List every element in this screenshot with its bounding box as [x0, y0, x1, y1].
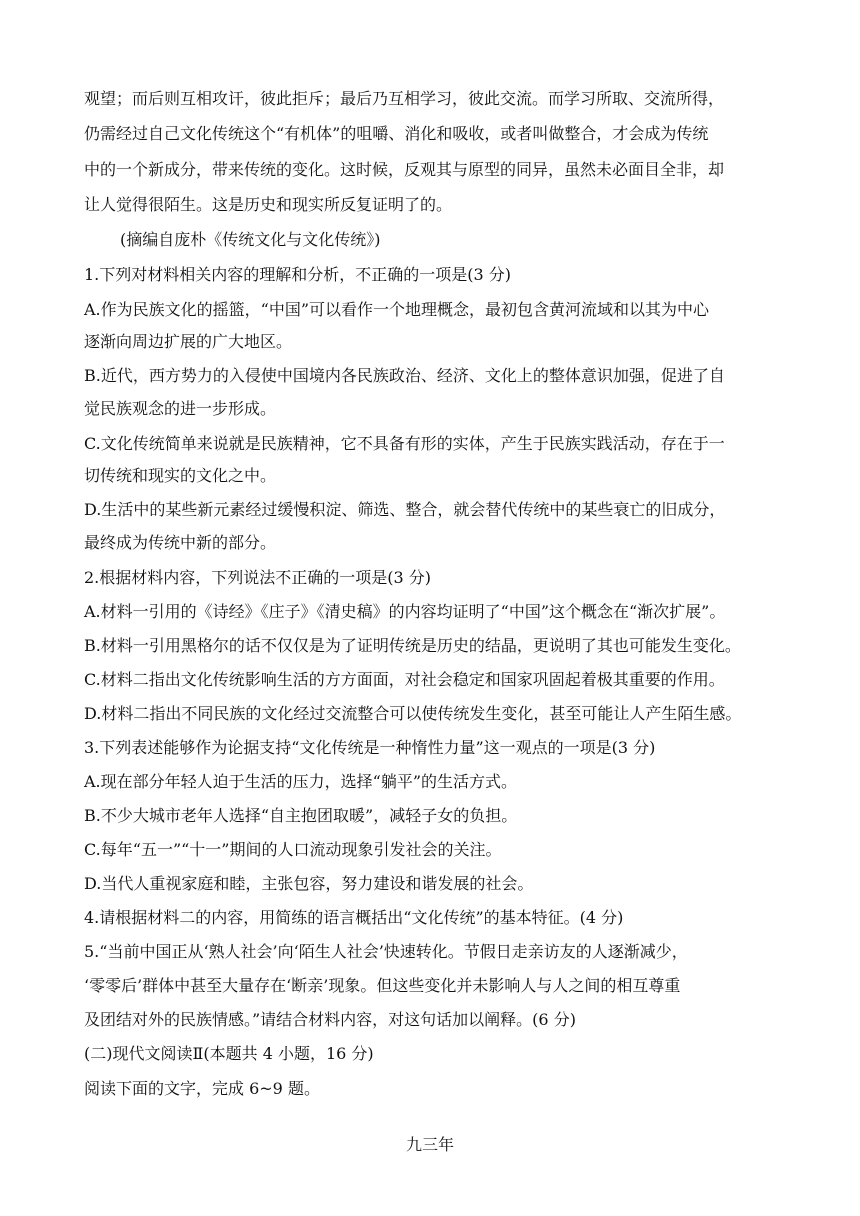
passage-line-3: 中的一个新成分，带来传统的变化。这时候，反观其与原型的同异，虽然未必面目全非，却	[84, 160, 725, 179]
question-4: 4.请根据材料二的内容，用简练的语言概括出“文化传统”的基本特征。(4 分)	[84, 908, 624, 927]
question-1-option-a: A.作为民族文化的摇篮，“中国”可以看作一个地理概念，最初包含黄河流域和以其为中心	[84, 300, 710, 319]
question-1-stem: 1.下列对材料相关内容的理解和分析，不正确的一项是(3 分)	[84, 265, 512, 284]
question-5-line-2: ‘零零后’群体中甚至大量存在‘断亲’现象。但这些变化并未影响人与人之间的相互尊重	[84, 976, 681, 995]
question-5-line-3: 及团结对外的民族情感。”请结合材料内容，对这句话加以阐释。(6 分)	[84, 1010, 576, 1029]
question-3-stem: 3.下列表述能够作为论据支持“文化传统是一种惰性力量”这一观点的一项是(3 分)	[84, 738, 656, 757]
question-1-option-c-cont: 切传统和现实的文化之中。	[84, 466, 277, 485]
passage-line-4: 让人觉得很陌生。这是历史和现实所反复证明了的。	[84, 195, 453, 214]
article-title: 九三年	[405, 1135, 454, 1154]
question-1-option-d: D.生活中的某些新元素经过缓慢积淀、筛选、整合，就会替代传统中的某些衰亡的旧成分，	[84, 500, 726, 519]
question-1-option-b-cont: 觉民族观念的进一步形成。	[84, 399, 277, 418]
section-2-heading: (二)现代文阅读Ⅱ(本题共 4 小题，16 分)	[84, 1044, 374, 1063]
question-2-stem: 2.根据材料内容，下列说法不正确的一项是(3 分)	[84, 568, 432, 587]
passage-line-1: 观望；而后则互相攻讦，彼此拒斥；最后乃互相学习，彼此交流。而学习所取、交流所得，	[84, 89, 725, 108]
question-1-option-d-cont: 最终成为传统中新的部分。	[84, 533, 277, 552]
question-3-option-b: B.不少大城市老年人选择“自主抱团取暖”，减轻子女的负担。	[84, 806, 518, 825]
question-3-option-d: D.当代人重视家庭和睦，主张包容，努力建设和谐发展的社会。	[84, 874, 534, 893]
question-1-option-a-cont: 逐渐向周边扩展的广大地区。	[84, 332, 293, 351]
question-2-option-d: D.材料二指出不同民族的文化经过交流整合可以使传统发生变化，甚至可能让人产生陌生感。	[84, 704, 742, 723]
passage-line-2: 仍需经过自己文化传统这个“有机体”的咀嚼、消化和吸收，或者叫做整合，才会成为传统	[84, 124, 709, 143]
source-citation: (摘编自庞朴《传统文化与文化传统》)	[120, 230, 381, 249]
question-3-option-a: A.现在部分年轻人迫于生活的压力，选择“躺平”的生活方式。	[84, 772, 518, 791]
section-2-instruction: 阅读下面的文字，完成 6~9 题。	[84, 1079, 320, 1098]
question-2-option-c: C.材料二指出文化传统影响生活的方方面面，对社会稳定和国家巩固起着极其重要的作用。	[84, 670, 725, 689]
question-2-option-b: B.材料一引用黑格尔的话不仅仅是为了证明传统是历史的结晶，更说明了其也可能发生变化。	[84, 636, 741, 655]
question-2-option-a: A.材料一引用的《诗经》《庄子》《清史稿》的内容均证明了“中国”这个概念在“渐次扩展”。	[84, 602, 726, 621]
question-1-option-c: C.文化传统简单来说就是民族精神，它不具备有形的实体，产生于民族实践活动，存在于一	[84, 434, 725, 453]
question-5-line-1: 5.“当前中国正从‘熟人社会’向‘陌生人社会’快速转化。节假日走亲访友的人逐渐减少，	[84, 942, 688, 961]
question-1-option-b: B.近代，西方势力的入侵使中国境内各民族政治、经济、文化上的整体意识加强，促进了自	[84, 366, 725, 385]
question-3-option-c: C.每年“五一”“十一”期间的人口流动现象引发社会的关注。	[84, 840, 502, 859]
